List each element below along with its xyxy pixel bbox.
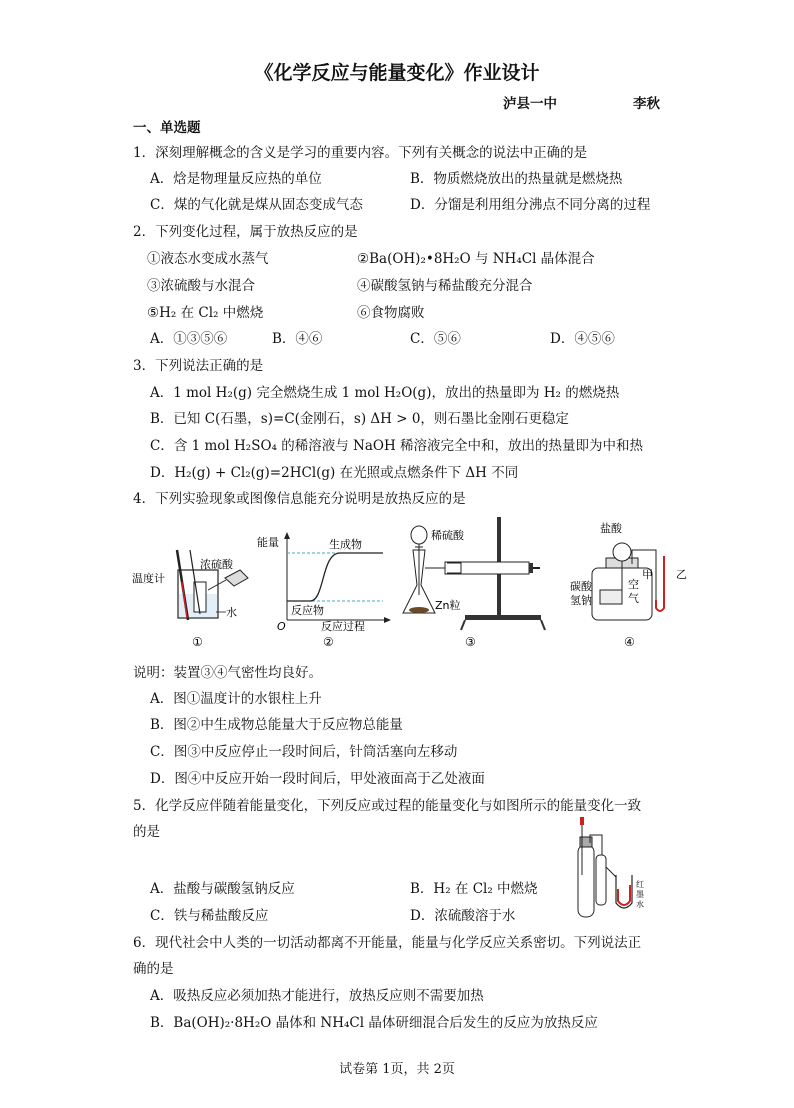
baking-soda [600, 590, 622, 604]
section-heading: 一、单选题 [133, 120, 201, 136]
inner-tube [596, 855, 606, 905]
q2-option-d: D．④⑤⑥ [550, 331, 615, 347]
fig3-number: ③ [465, 635, 476, 649]
author-name: 李秋 [633, 96, 660, 112]
syringe [445, 562, 529, 574]
school-name: 泸县一中 [503, 96, 557, 112]
fig2-ylabel: 能量 [257, 536, 279, 549]
fig4-label-air1: 空 [628, 578, 639, 591]
q4-note: 说明：装置③④气密性均良好。 [133, 665, 322, 681]
fig2-product-label: 生成物 [329, 538, 362, 551]
q4-figure-3 [395, 515, 555, 650]
q2-option-a: A．①③⑤⑥ [150, 331, 228, 347]
q1-option-d: D．分馏是利用组分沸点不同分离的过程 [410, 197, 651, 213]
stand-base [465, 615, 541, 620]
q1-stem: 1．深刻理解概念的含义是学习的重要内容。下列有关概念的说法中正确的是 [133, 145, 588, 161]
q4-figure-2 [255, 530, 395, 650]
q1-option-b: B．物质燃烧放出的热量就是燃烧热 [410, 171, 623, 187]
fig4-label-jia: 甲 [642, 568, 653, 581]
q4-figure-4 [560, 520, 700, 650]
fig4-label-carb2: 氢钠 [570, 594, 592, 607]
u-tube [656, 556, 664, 611]
fig2-origin: O [277, 620, 286, 633]
q6-stem-line2: 确的是 [133, 961, 174, 977]
zinc-granules [409, 607, 429, 613]
q5-option-c: C．铁与稀盐酸反应 [150, 908, 269, 924]
fig3-label-zinc: Zn粒 [435, 599, 461, 612]
fig5-label-1: 红 [636, 880, 644, 889]
fig2-reactant-label: 反应物 [291, 604, 324, 617]
fig2-xlabel: 反应过程 [321, 620, 365, 633]
q3-option-b: B．已知 C(石墨，s)=C(金刚石，s) ΔH > 0，则石墨比金刚石更稳定 [150, 411, 569, 427]
acid-bottle [225, 570, 248, 586]
q5-figure [570, 815, 650, 920]
q6-stem-line1: 6．现代社会中人类的一切活动都离不开能量，能量与化学反应关系密切。下列说法正 [133, 935, 642, 951]
q2-option-b: B．④⑥ [272, 331, 323, 347]
fig4-label-hcl: 盐酸 [600, 522, 622, 535]
fig5-label-3: 水 [636, 900, 644, 909]
page-title: 《化学反应与能量变化》作业设计 [254, 62, 540, 84]
fig1-label-acid: 浓硫酸 [200, 558, 233, 571]
q1-option-a: A．焓是物理量反应热的单位 [150, 171, 322, 187]
q4-option-c: C．图③中反应停止一段时间后，针筒活塞向左移动 [150, 744, 458, 760]
q4-option-b: B．图②中生成物总能量大于反应物总能量 [150, 717, 403, 733]
fig4-label-carb1: 碳酸 [570, 580, 592, 593]
q6-option-a: A．吸热反应必须加热才能进行，放热反应则不需要加热 [150, 988, 484, 1004]
fig1-number: ① [192, 635, 203, 649]
dropping-funnel [411, 526, 427, 544]
q2-item-5: ⑤H₂ 在 Cl₂ 中燃烧 [147, 305, 264, 321]
page-footer: 试卷第 1页，共 2页 [339, 1062, 455, 1077]
q2-option-c: C．⑤⑥ [410, 331, 461, 347]
q3-option-d: D．H₂(g) + Cl₂(g)=2HCl(g) 在光照或点燃条件下 ΔH 不同 [150, 465, 519, 481]
fig4-number: ④ [624, 635, 635, 649]
fig5-label-2: 墨 [636, 890, 644, 899]
fig1-label-thermometer: 温度计 [132, 572, 165, 585]
q3-option-c: C．含 1 mol H₂SO₄ 的稀溶液与 NaOH 稀溶液完全中和，放出的热量即为中和热 [150, 438, 644, 454]
q5-option-a: A．盐酸与碳酸氢钠反应 [150, 881, 295, 897]
test-tube [578, 845, 594, 917]
fig3-label-acid: 稀硫酸 [431, 529, 464, 542]
q1-option-c: C．煤的气化就是煤从固态变成气态 [150, 197, 363, 213]
funnel [613, 543, 631, 561]
fig2-number: ② [323, 635, 334, 649]
q2-item-3: ③浓硫酸与水混合 [147, 278, 255, 294]
red-ink [618, 885, 630, 905]
fig4-label-air2: 气 [628, 592, 639, 605]
fig4-label-yi: 乙 [676, 568, 687, 581]
q5-option-b: B．H₂ 在 Cl₂ 中燃烧 [410, 881, 538, 897]
q2-item-4: ④碳酸氢钠与稀盐酸充分混合 [357, 278, 533, 294]
q3-stem: 3．下列说法正确的是 [133, 358, 264, 374]
energy-curve [287, 553, 383, 601]
q5-stem-line2: 的是 [133, 824, 160, 840]
q2-item-1: ①液态水变成水蒸气 [147, 251, 269, 267]
q2-item-6: ⑥食物腐败 [357, 305, 425, 321]
q4-stem: 4．下列实验现象或图像信息能充分说明是放热反应的是 [133, 491, 466, 507]
q6-option-b: B．Ba(OH)₂·8H₂O 晶体和 NH₄Cl 晶体研细混合后发生的反应为放热反应 [150, 1015, 598, 1031]
q4-option-d: D．图④中反应开始一段时间后，甲处液面高于乙处液面 [150, 771, 485, 787]
q4-option-a: A．图①温度计的水银柱上升 [150, 691, 322, 707]
q4-figure-1 [130, 520, 260, 650]
fig1-label-water: 水 [226, 606, 237, 619]
q5-stem-line1: 5．化学反应伴随着能量变化，下列反应或过程的能量变化与如图所示的能量变化一致 [133, 798, 642, 814]
q2-item-2: ②Ba(OH)₂•8H₂O 与 NH₄Cl 晶体混合 [357, 251, 595, 267]
q5-option-d: D．浓硫酸溶于水 [410, 908, 516, 924]
q3-option-a: A．1 mol H₂(g) 完全燃烧生成 1 mol H₂O(g)，放出的热量即为 H₂ 的燃烧热 [150, 385, 620, 401]
q2-stem: 2．下列变化过程，属于放热反应的是 [133, 224, 358, 240]
